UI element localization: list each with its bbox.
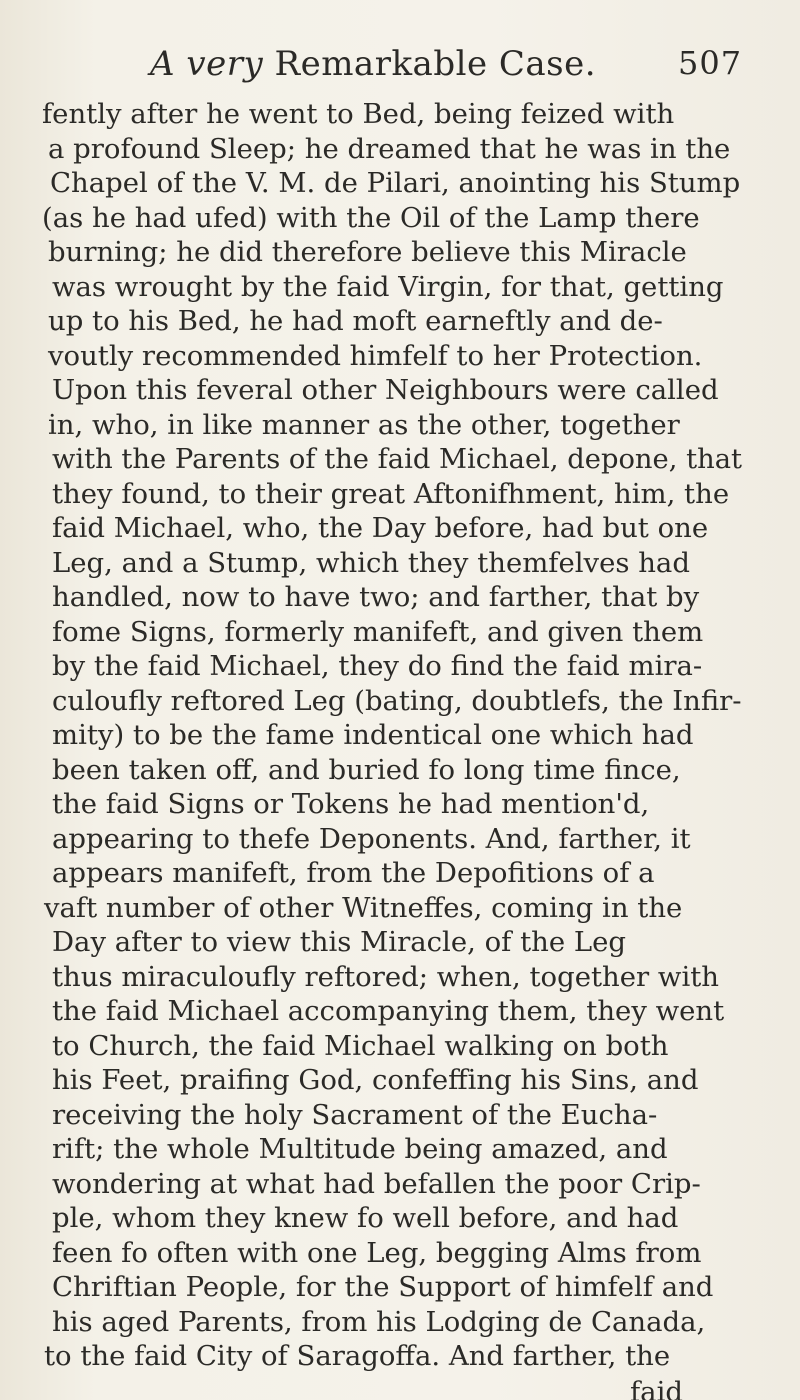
text-line: to Church, the faid Michael walking on both	[52, 1029, 669, 1062]
text-line: with the Parents of the faid Michael, depone, that	[52, 443, 742, 475]
text-line: his aged Parents, from his Lodging de Canada,	[52, 1305, 706, 1338]
text-line: the faid Michael accompanying them, they went	[52, 995, 725, 1027]
text-line: in, who, in like manner as the other, together	[48, 408, 680, 441]
running-head-roman: Remarkable Case.	[274, 44, 597, 84]
text-line: ple, whom they knew fo well before, and had	[52, 1202, 679, 1234]
text-line: faid Michael, who, the Day before, had but one	[52, 512, 709, 544]
text-line: Leg, and a Stump, which they themfelves had	[52, 546, 690, 579]
text-line: vaft number of other Witneffes, coming in the	[44, 891, 683, 924]
text-line: by the faid Michael, they do find the faid mira-	[52, 650, 703, 682]
text-line: a profound Sleep; he dreamed that he was in the	[48, 132, 731, 165]
text-line: mity) to be the fame indentical one which had	[52, 719, 694, 751]
text-line: the faid Signs or Tokens he had mention'd,	[52, 788, 650, 820]
text-line: feen fo often with one Leg, begging Alms from	[52, 1236, 702, 1269]
text-line: Upon this feveral other Neighbours were called	[52, 374, 719, 406]
text-line: they found, to their great Aftonifhment, him, the	[52, 477, 730, 510]
text-line: been taken off, and buried fo long time fince,	[52, 753, 681, 786]
catchword: faid	[630, 1376, 683, 1400]
text-line: fently after he went to Bed, being feized with	[42, 98, 675, 130]
text-line: handled, now to have two; and farther, that by	[52, 581, 700, 613]
text-line: appears manifeft, from the Depofitions of a	[52, 857, 655, 889]
text-line: Chapel of the V. M. de Pilari, anointing his Stump	[50, 167, 741, 199]
text-line: Day after to view this Miracle, of the Leg	[52, 926, 626, 958]
text-line: voutly recommended himfelf to her Protection.	[48, 339, 703, 372]
text-line: thus miraculoufly reftored; when, together with	[52, 960, 719, 993]
text-line: Chriftian People, for the Support of himfelf and	[52, 1271, 714, 1303]
page-number: 507	[678, 44, 743, 82]
text-line: up to his Bed, he had moft earneftly and de-	[48, 305, 663, 337]
text-line: appearing to thefe Deponents. And, farther, it	[52, 822, 691, 855]
text-line: to the faid City of Saragoffa. And farther, the	[44, 1340, 671, 1372]
running-head-italic: A very	[150, 44, 264, 84]
text-line: burning; he did therefore believe this Miracle	[48, 236, 687, 268]
text-line: his Feet, praifing God, confeffing his Sins, and	[52, 1064, 699, 1096]
text-line: fome Signs, formerly manifeft, and given them	[52, 615, 704, 648]
text-line: rift; the whole Multitude being amazed, and	[52, 1133, 668, 1165]
text-line: (as he had ufed) with the Oil of the Lamp there	[42, 201, 700, 234]
running-head	[150, 44, 596, 84]
text-line: wondering at what had befallen the poor Crip-	[52, 1167, 701, 1200]
text-line: culoufly reftored Leg (bating, doubtlefs, the Infir-	[52, 684, 742, 717]
text-line: receiving the holy Sacrament of the Eucha-	[52, 1098, 658, 1131]
text-line: was wrought by the faid Virgin, for that, getting	[52, 270, 724, 303]
